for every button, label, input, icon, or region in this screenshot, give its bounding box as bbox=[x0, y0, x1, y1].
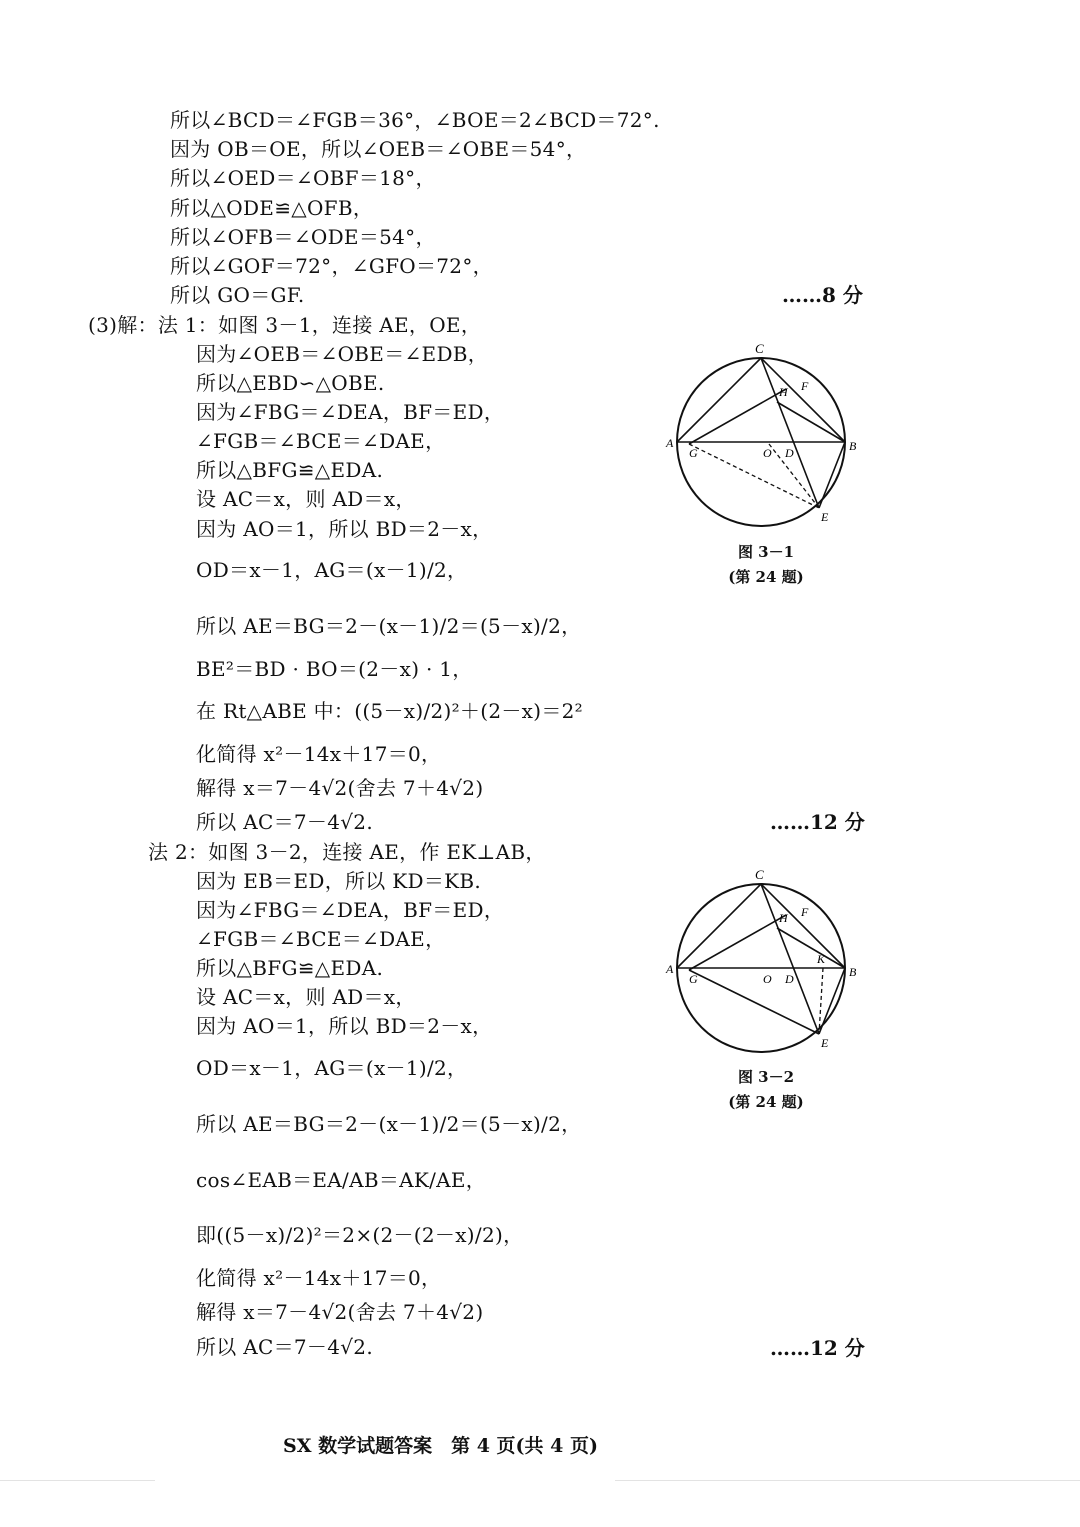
score-mark: ……12 分 bbox=[770, 1336, 865, 1360]
label-A: A bbox=[666, 436, 674, 450]
figure-3-1 bbox=[665, 340, 865, 530]
proof-line: 因为 AO＝1，所以 BD＝2－x， bbox=[196, 1014, 493, 1038]
label-C: C bbox=[755, 341, 764, 356]
label-D: D bbox=[785, 446, 794, 460]
label-F: F bbox=[801, 379, 809, 393]
geometry-diagram-2 bbox=[665, 866, 865, 1056]
page-footer: SX 数学试题答案 第 4 页(共 4 页) bbox=[283, 1435, 598, 1457]
geometry-diagram-1 bbox=[665, 340, 865, 530]
scan-edge bbox=[0, 1480, 155, 1481]
figure-3-2 bbox=[665, 866, 865, 1056]
label-G: G bbox=[689, 446, 698, 460]
method1-header: (3)解：法 1：如图 3－1，连接 AE，OE， bbox=[88, 313, 482, 337]
proof-line: OD＝x－1，AG＝(x－1)/2， bbox=[196, 558, 468, 582]
proof-line: ∠FGB＝∠BCE＝∠DAE， bbox=[196, 927, 446, 951]
figure-caption: 图 3－1 bbox=[737, 543, 795, 561]
proof-line: OD＝x－1，AG＝(x－1)/2， bbox=[196, 1056, 468, 1080]
figure-caption: 图 3－2 bbox=[737, 1068, 795, 1086]
proof-line: 所以 AE＝BG＝2－(x－1)/2＝(5－x)/2， bbox=[196, 614, 582, 638]
label-B: B bbox=[849, 965, 857, 979]
proof-line: 所以∠OED＝∠OBF＝18°， bbox=[170, 166, 436, 190]
proof-line: 化简得 x²－14x＋17＝0， bbox=[196, 742, 442, 766]
proof-line: 所以∠GOF＝72°，∠GFO＝72°， bbox=[170, 254, 493, 278]
label-G: G bbox=[689, 972, 698, 986]
proof-line: 所以△EBD∽△OBE. bbox=[196, 371, 385, 395]
proof-line: 化简得 x²－14x＋17＝0， bbox=[196, 1266, 442, 1290]
proof-line: BE²＝BD · BO＝(2－x) · 1， bbox=[196, 657, 473, 681]
proof-line: 所以 AC＝7－4√2. bbox=[196, 810, 373, 834]
proof-line: 所以△ODE≌△OFB， bbox=[170, 196, 374, 220]
label-O: O bbox=[763, 446, 772, 460]
label-E: E bbox=[821, 1036, 829, 1050]
label-O: O bbox=[763, 972, 772, 986]
proof-line: 因为 OB＝OE，所以∠OEB＝∠OBE＝54°， bbox=[170, 137, 587, 161]
proof-line: 即((5－x)/2)²＝2×(2－(2－x)/2)， bbox=[196, 1223, 524, 1247]
label-A: A bbox=[666, 962, 674, 976]
figure-subcaption: (第 24 题) bbox=[728, 1093, 804, 1111]
proof-line: 设 AC＝x，则 AD＝x， bbox=[196, 985, 416, 1009]
label-H: H bbox=[779, 911, 788, 925]
label-F: F bbox=[801, 905, 809, 919]
proof-line: 因为∠FBG＝∠DEA，BF＝ED， bbox=[196, 898, 505, 922]
proof-line: 设 AC＝x，则 AD＝x， bbox=[196, 487, 416, 511]
proof-line: 所以 AC＝7－4√2. bbox=[196, 1335, 373, 1359]
proof-line: 所以△BFG≌△EDA. bbox=[196, 458, 384, 482]
label-D: D bbox=[785, 972, 794, 986]
proof-line: cos∠EAB＝EA/AB＝AK/AE， bbox=[196, 1168, 487, 1192]
label-B: B bbox=[849, 439, 857, 453]
score-mark: ……8 分 bbox=[782, 283, 863, 307]
proof-line: 所以∠BCD＝∠FGB＝36°，∠BOE＝2∠BCD＝72°. bbox=[170, 108, 660, 132]
label-H: H bbox=[779, 385, 788, 399]
proof-line: 在 Rt△ABE 中：((5－x)/2)²＋(2－x)＝2² bbox=[196, 699, 583, 723]
label-K: K bbox=[817, 952, 826, 966]
proof-line: 解得 x＝7－4√2(舍去 7＋4√2) bbox=[196, 1300, 484, 1324]
proof-line: 因为∠OEB＝∠OBE＝∠EDB， bbox=[196, 342, 489, 366]
proof-line: ∠FGB＝∠BCE＝∠DAE， bbox=[196, 429, 446, 453]
proof-line: 因为∠FBG＝∠DEA，BF＝ED， bbox=[196, 400, 505, 424]
figure-subcaption: (第 24 题) bbox=[728, 568, 804, 586]
label-C: C bbox=[755, 867, 764, 882]
method2-header: 法 2：如图 3－2，连接 AE，作 EK⊥AB， bbox=[148, 840, 546, 864]
label-E: E bbox=[821, 510, 829, 524]
proof-line: 因为 AO＝1，所以 BD＝2－x， bbox=[196, 517, 493, 541]
scan-edge bbox=[615, 1480, 1080, 1481]
proof-line: 所以 GO＝GF. bbox=[170, 283, 305, 307]
score-mark: ……12 分 bbox=[770, 810, 865, 834]
proof-line: 解得 x＝7－4√2(舍去 7＋4√2) bbox=[196, 776, 484, 800]
proof-line: 所以△BFG≌△EDA. bbox=[196, 956, 384, 980]
proof-line: 所以 AE＝BG＝2－(x－1)/2＝(5－x)/2， bbox=[196, 1112, 582, 1136]
proof-line: 因为 EB＝ED，所以 KD＝KB. bbox=[196, 869, 482, 893]
proof-line: 所以∠OFB＝∠ODE＝54°， bbox=[170, 225, 436, 249]
